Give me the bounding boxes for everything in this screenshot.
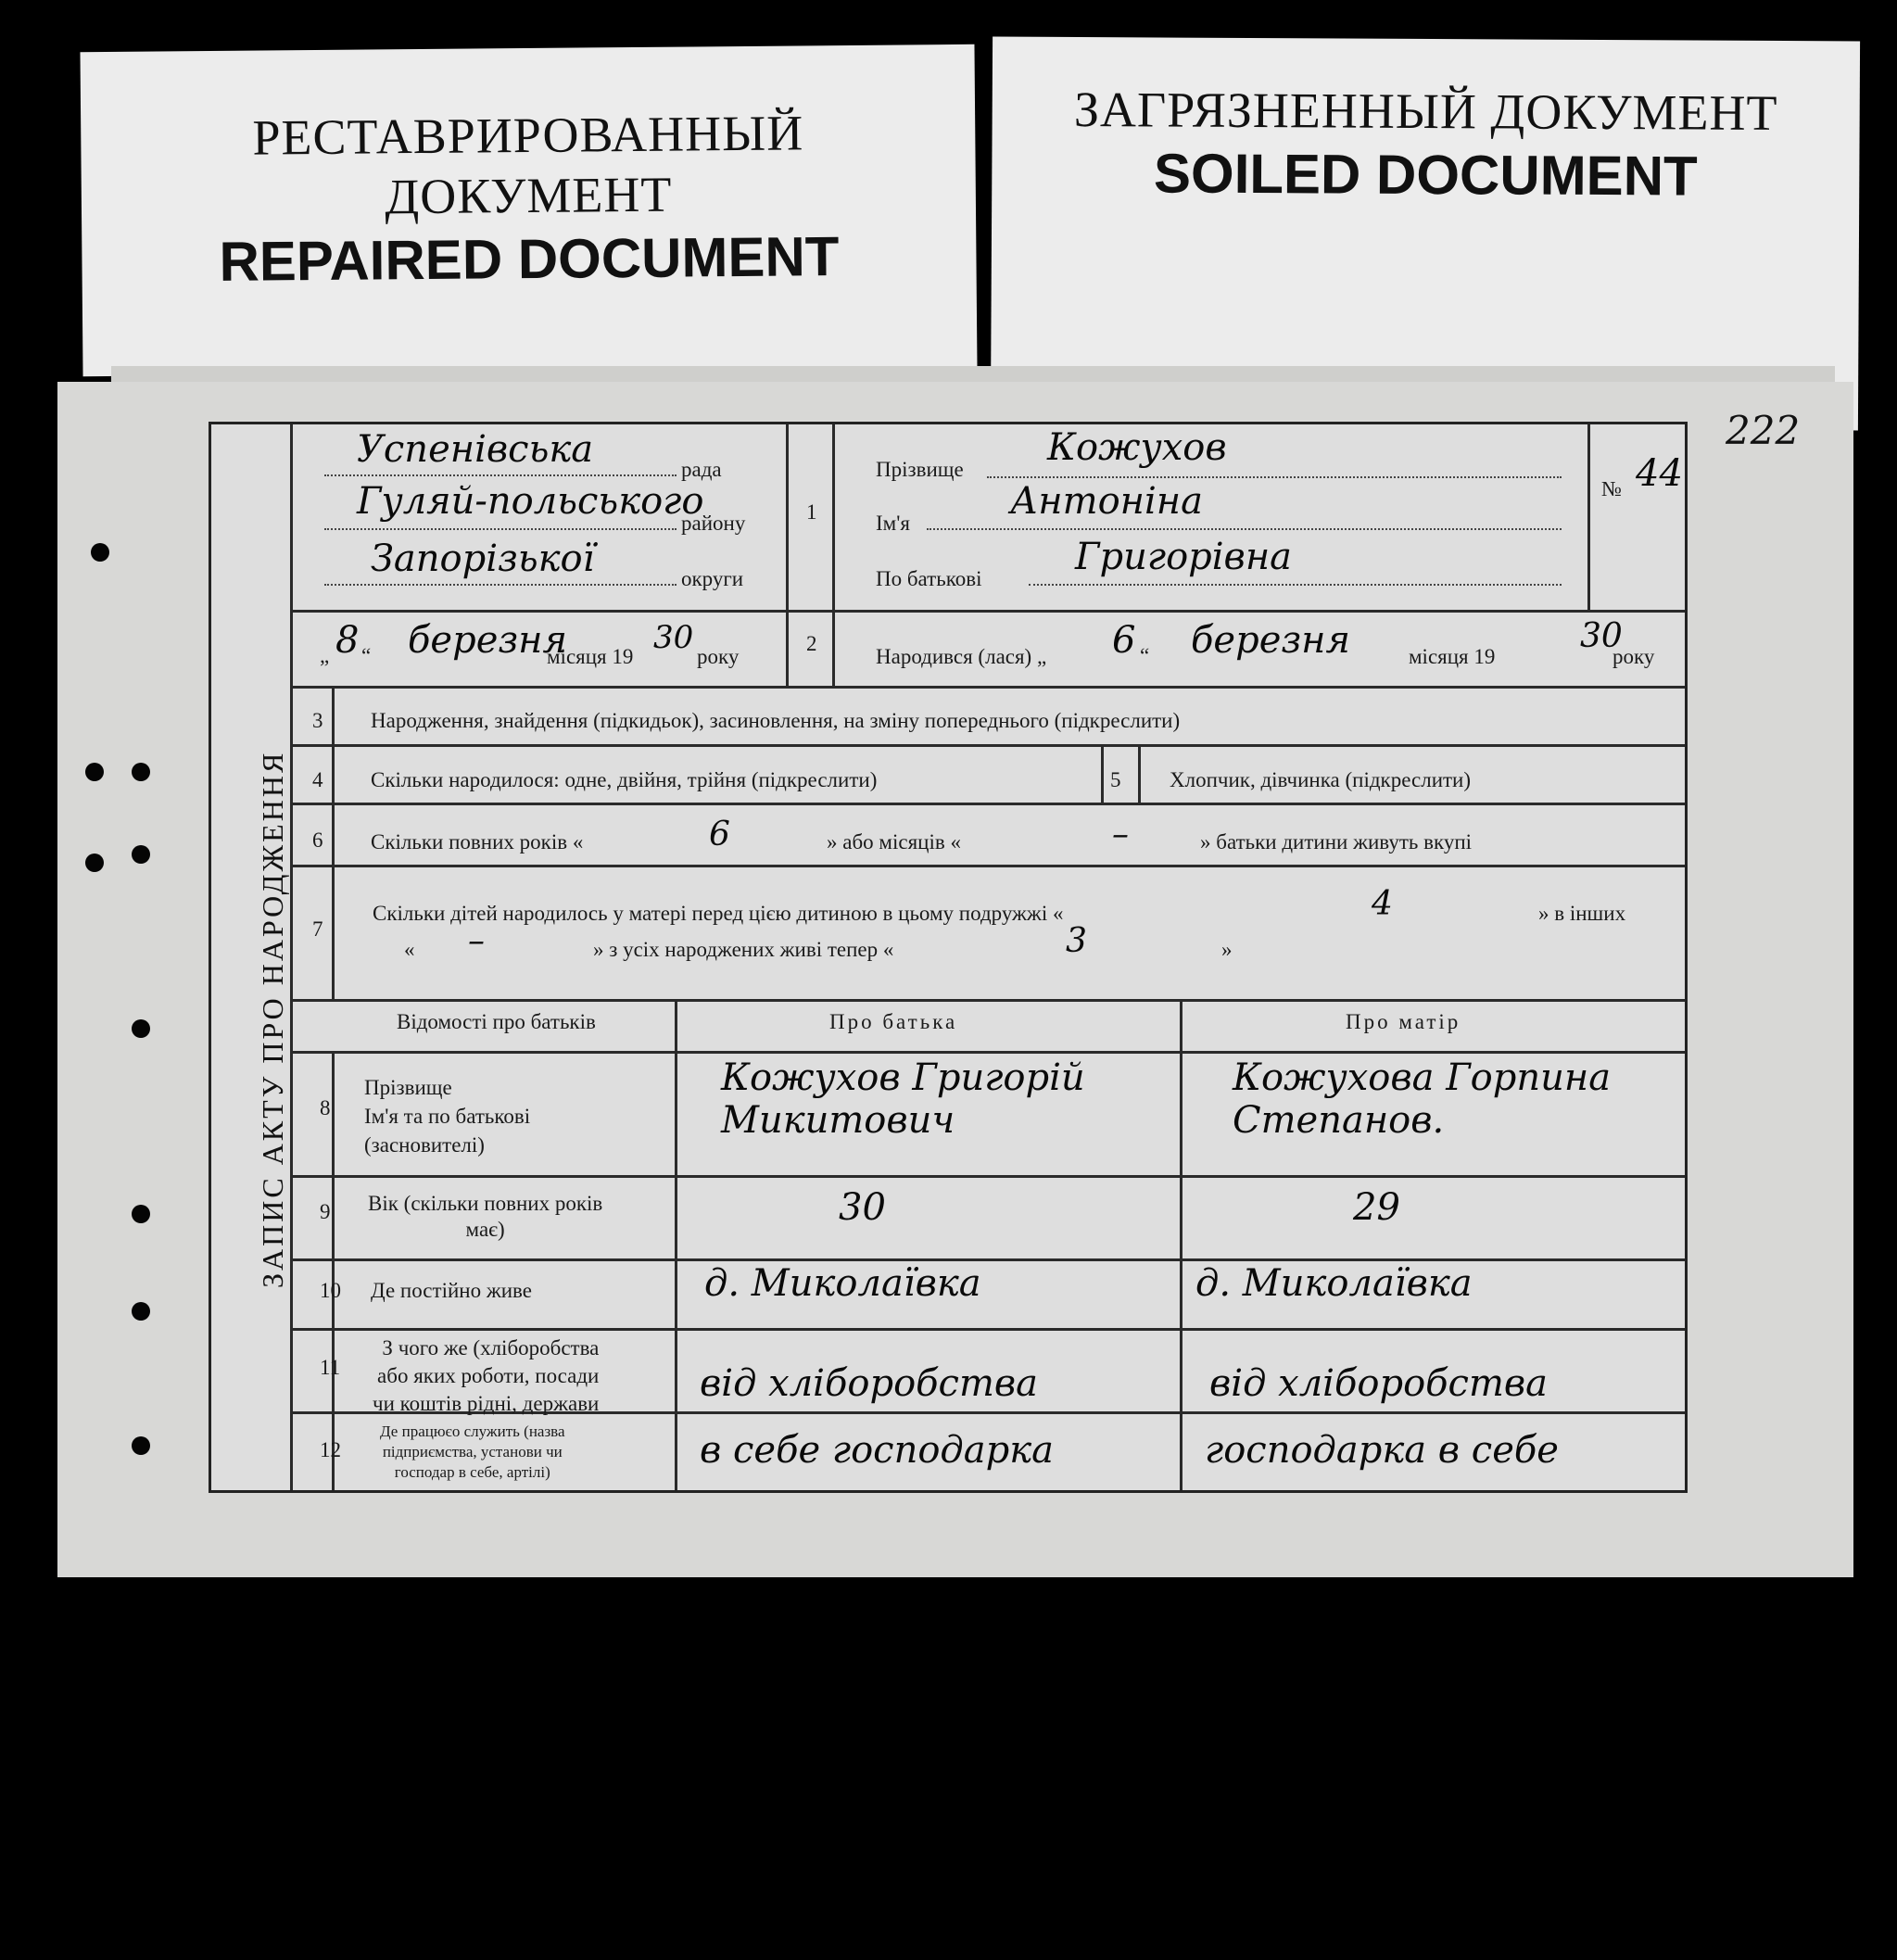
row6-text-a: Скільки повних років « [371, 830, 584, 854]
father-name: Кожухов Григорій Микитович [721, 1056, 1085, 1142]
label-en: REPAIRED DOCUMENT [219, 224, 840, 293]
punch-hole [91, 543, 109, 562]
record-date-suffix: року [697, 645, 740, 668]
name-label: Ім'я [876, 512, 910, 535]
row-number: 8 [320, 1096, 331, 1119]
label-en: SOILED DOCUMENT [1153, 142, 1698, 208]
row5-text: Хлопчик, дівчинка (підкреслити) [1170, 768, 1472, 791]
row-number: 11 [320, 1356, 341, 1379]
child-surname: Кожухов [1047, 426, 1227, 469]
record-no-label: № [1601, 477, 1622, 500]
archive-number: 222 [1726, 408, 1801, 453]
row-number: 12 [320, 1438, 341, 1461]
rada-label: рада [681, 458, 722, 481]
row11-label: З чого же (хліборобства або яких роботи, посади чи коштів рідні, держави [373, 1336, 600, 1415]
row-number: 7 [312, 917, 323, 941]
punch-hole [132, 1436, 150, 1455]
rada-value: Успенівська [357, 428, 594, 471]
punch-hole [132, 1302, 150, 1321]
punch-hole [132, 1205, 150, 1223]
punch-hole [132, 763, 150, 781]
row6-text-c: » батьки дитини живуть вкупі [1200, 830, 1473, 854]
row7-line2-c: » [1221, 938, 1233, 961]
okruha-value: Запорізької [371, 537, 595, 580]
punch-hole [85, 854, 104, 872]
label-ru-line2: ДОКУМЕНТ [385, 166, 673, 225]
father-workplace: в себе господарка [700, 1429, 1054, 1472]
row-number: 3 [312, 709, 323, 732]
child-name: Антоніна [1010, 480, 1203, 523]
row10-label: Де постійно живе [371, 1279, 532, 1302]
row-number: 6 [312, 828, 323, 852]
birth-day: 6 [1112, 619, 1136, 662]
row3-text: Народження, знайдення (підкидьок), засиновлення, на зміну попереднього (підкреслити) [371, 709, 1181, 732]
mother-name: Кожухова Горпина Степанов. [1233, 1056, 1612, 1142]
father-age: 30 [839, 1186, 886, 1229]
row4-text: Скільки народилося: одне, двійня, трійня (підкреслити) [371, 768, 878, 791]
row-number: 2 [806, 632, 817, 655]
record-month: березня [408, 619, 568, 662]
children-in-marriage: 4 [1372, 885, 1393, 923]
row7-line2-a: « [404, 938, 415, 961]
row8-label: Прізвище Ім'я та по батькові (засновителі) [364, 1076, 531, 1157]
col-header-mother: Про матір [1346, 1010, 1461, 1033]
birth-year: 30 [1580, 617, 1623, 655]
row12-label: Де працюєо служить (назва підприємства, установи чи господар в себе, артілі) [380, 1423, 565, 1482]
months-together: – [1112, 816, 1129, 854]
record-day: 8 [335, 619, 360, 662]
raion-label: району [681, 512, 746, 535]
punch-hole [132, 1019, 150, 1038]
record-date-label: місяця 19 [547, 645, 634, 668]
raion-value: Гуляй-польського [357, 480, 704, 523]
mother-livelihood: від хліборобства [1209, 1362, 1549, 1405]
row-number: 1 [806, 500, 817, 524]
father-residence: д. Миколаївка [704, 1262, 981, 1305]
birth-month-label: місяця 19 [1409, 645, 1496, 668]
born-label: Народився (лася) „ [876, 645, 1047, 668]
mother-residence: д. Миколаївка [1195, 1262, 1473, 1305]
mother-age: 29 [1353, 1186, 1400, 1229]
children-alive: 3 [1066, 922, 1087, 960]
punch-hole [85, 763, 104, 781]
birth-month: березня [1191, 619, 1351, 662]
row-number: 10 [320, 1279, 341, 1302]
row-number: 5 [1110, 768, 1121, 791]
row7-line1-end: » в інших [1538, 902, 1626, 925]
row6-text-b: » або місяців « [827, 830, 961, 854]
surname-label: Прізвище [876, 458, 964, 481]
mother-workplace: господарка в себе [1205, 1429, 1559, 1472]
row-number: 4 [312, 768, 323, 791]
col-header-info: Відомості про батьків [397, 1010, 596, 1033]
repaired-document-label [80, 44, 977, 376]
row-number: 9 [320, 1200, 331, 1223]
label-ru: ЗАГРЯЗНЕННЫЙ ДОКУМЕНТ [1073, 82, 1778, 141]
child-patronymic: Григорівна [1075, 536, 1293, 578]
children-other: – [468, 922, 485, 960]
record-year: 30 [653, 619, 694, 656]
row9-label: Вік (скільки повних років має) [368, 1192, 603, 1241]
record-no: 44 [1636, 452, 1683, 495]
patronymic-label: По батькові [876, 567, 982, 590]
label-ru-line1: РЕСТАВРИРОВАННЫЙ [252, 105, 804, 166]
row7-line1: Скільки дітей народилось у матері перед цією дитиною в цьому подружжі « [373, 902, 1064, 925]
row7-line2-b: » з усіх народжених живі тепер « [593, 938, 894, 961]
birth-year-suffix: року [1612, 645, 1655, 668]
punch-hole [132, 845, 150, 864]
okruha-label: округи [681, 567, 744, 590]
years-together: 6 [709, 816, 730, 854]
form-title: ЗАПИС АКТУ ПРО НАРОДЖЕННЯ [256, 750, 289, 1288]
col-header-father: Про батька [829, 1010, 958, 1033]
father-livelihood: від хліборобства [700, 1362, 1039, 1405]
